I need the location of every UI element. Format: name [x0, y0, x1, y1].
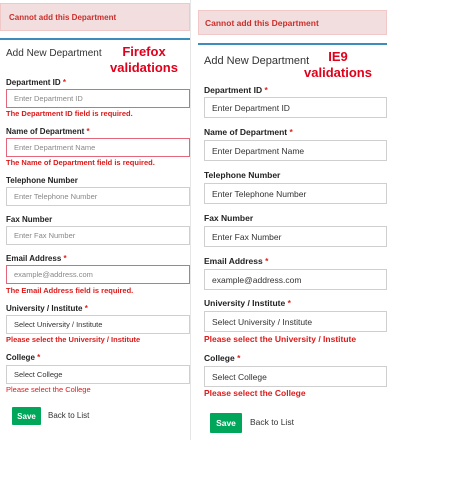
- department-name-error: The Name of Department field is required.: [6, 158, 155, 167]
- department-id-input[interactable]: [204, 97, 387, 118]
- email-placeholder: example@address.com: [14, 270, 93, 279]
- fax-label: Fax Number: [6, 215, 53, 224]
- college-label: College *: [204, 353, 241, 363]
- email-error: The Email Address field is required.: [6, 286, 134, 295]
- save-button[interactable]: Save: [210, 413, 242, 433]
- browser-annotation: [104, 44, 184, 76]
- university-selected-value: Select University / Institute: [14, 320, 103, 329]
- department-name-placeholder: Enter Department Name: [212, 145, 305, 156]
- annotation-line-1: IE9: [328, 49, 348, 64]
- back-to-list-link[interactable]: Back to List: [48, 411, 90, 420]
- college-select[interactable]: [6, 365, 190, 384]
- fax-placeholder: Enter Fax Number: [14, 231, 76, 240]
- department-name-label: Name of Department *: [204, 127, 293, 137]
- telephone-placeholder: Enter Telephone Number: [14, 192, 98, 201]
- telephone-input[interactable]: [204, 183, 387, 204]
- college-label: College *: [6, 353, 41, 362]
- university-select[interactable]: [6, 315, 190, 334]
- department-name-input[interactable]: [204, 140, 387, 161]
- telephone-label: Telephone Number: [6, 176, 78, 185]
- telephone-placeholder: Enter Telephone Number: [212, 188, 307, 199]
- department-name-input[interactable]: [6, 138, 190, 157]
- college-selected-value: Select College: [14, 370, 63, 379]
- department-id-input[interactable]: [6, 89, 190, 108]
- error-alert: Cannot add this Department: [0, 3, 190, 31]
- error-alert: Cannot add this Department: [198, 10, 387, 35]
- department-id-label: Department ID *: [204, 85, 268, 95]
- email-placeholder: example@address.com: [212, 274, 302, 285]
- department-name-placeholder: Enter Department Name: [14, 143, 96, 152]
- annotation-line-2: validations: [304, 65, 372, 80]
- email-label: Email Address *: [6, 254, 67, 263]
- college-error: Please select the College: [6, 385, 91, 394]
- department-id-label: Department ID *: [6, 78, 67, 87]
- department-id-error: The Department ID field is required.: [6, 109, 133, 118]
- annotation-line-1: Firefox: [122, 44, 166, 59]
- university-error: Please select the University / Institute: [6, 335, 141, 344]
- page-title: Add New Department: [6, 48, 102, 59]
- browser-annotation: [298, 49, 378, 81]
- department-name-label: Name of Department *: [6, 127, 90, 136]
- department-id-placeholder: Enter Department ID: [14, 94, 83, 103]
- department-id-placeholder: Enter Department ID: [212, 102, 290, 113]
- university-error: Please select the University / Institute: [204, 334, 357, 344]
- firefox-form-panel: [0, 0, 191, 440]
- fax-placeholder: Enter Fax Number: [212, 231, 282, 242]
- telephone-input[interactable]: [6, 187, 190, 206]
- telephone-label: Telephone Number: [204, 170, 281, 180]
- university-label: University / Institute *: [204, 298, 291, 308]
- fax-label: Fax Number: [204, 213, 254, 223]
- college-selected-value: Select College: [212, 371, 267, 382]
- fax-input[interactable]: [204, 226, 387, 247]
- email-input[interactable]: [204, 269, 387, 290]
- fax-input[interactable]: [6, 226, 190, 245]
- ie9-form-panel: [198, 0, 387, 446]
- college-select[interactable]: [204, 366, 387, 387]
- email-input[interactable]: [6, 265, 190, 284]
- annotation-line-2: validations: [110, 60, 178, 75]
- university-label: University / Institute *: [6, 304, 88, 313]
- save-button[interactable]: Save: [12, 407, 41, 425]
- back-to-list-link[interactable]: Back to List: [250, 417, 294, 427]
- page-title: Add New Department: [204, 55, 310, 67]
- email-label: Email Address *: [204, 256, 269, 266]
- university-selected-value: Select University / Institute: [212, 316, 313, 327]
- college-error: Please select the College: [204, 388, 306, 398]
- university-select[interactable]: [204, 311, 387, 332]
